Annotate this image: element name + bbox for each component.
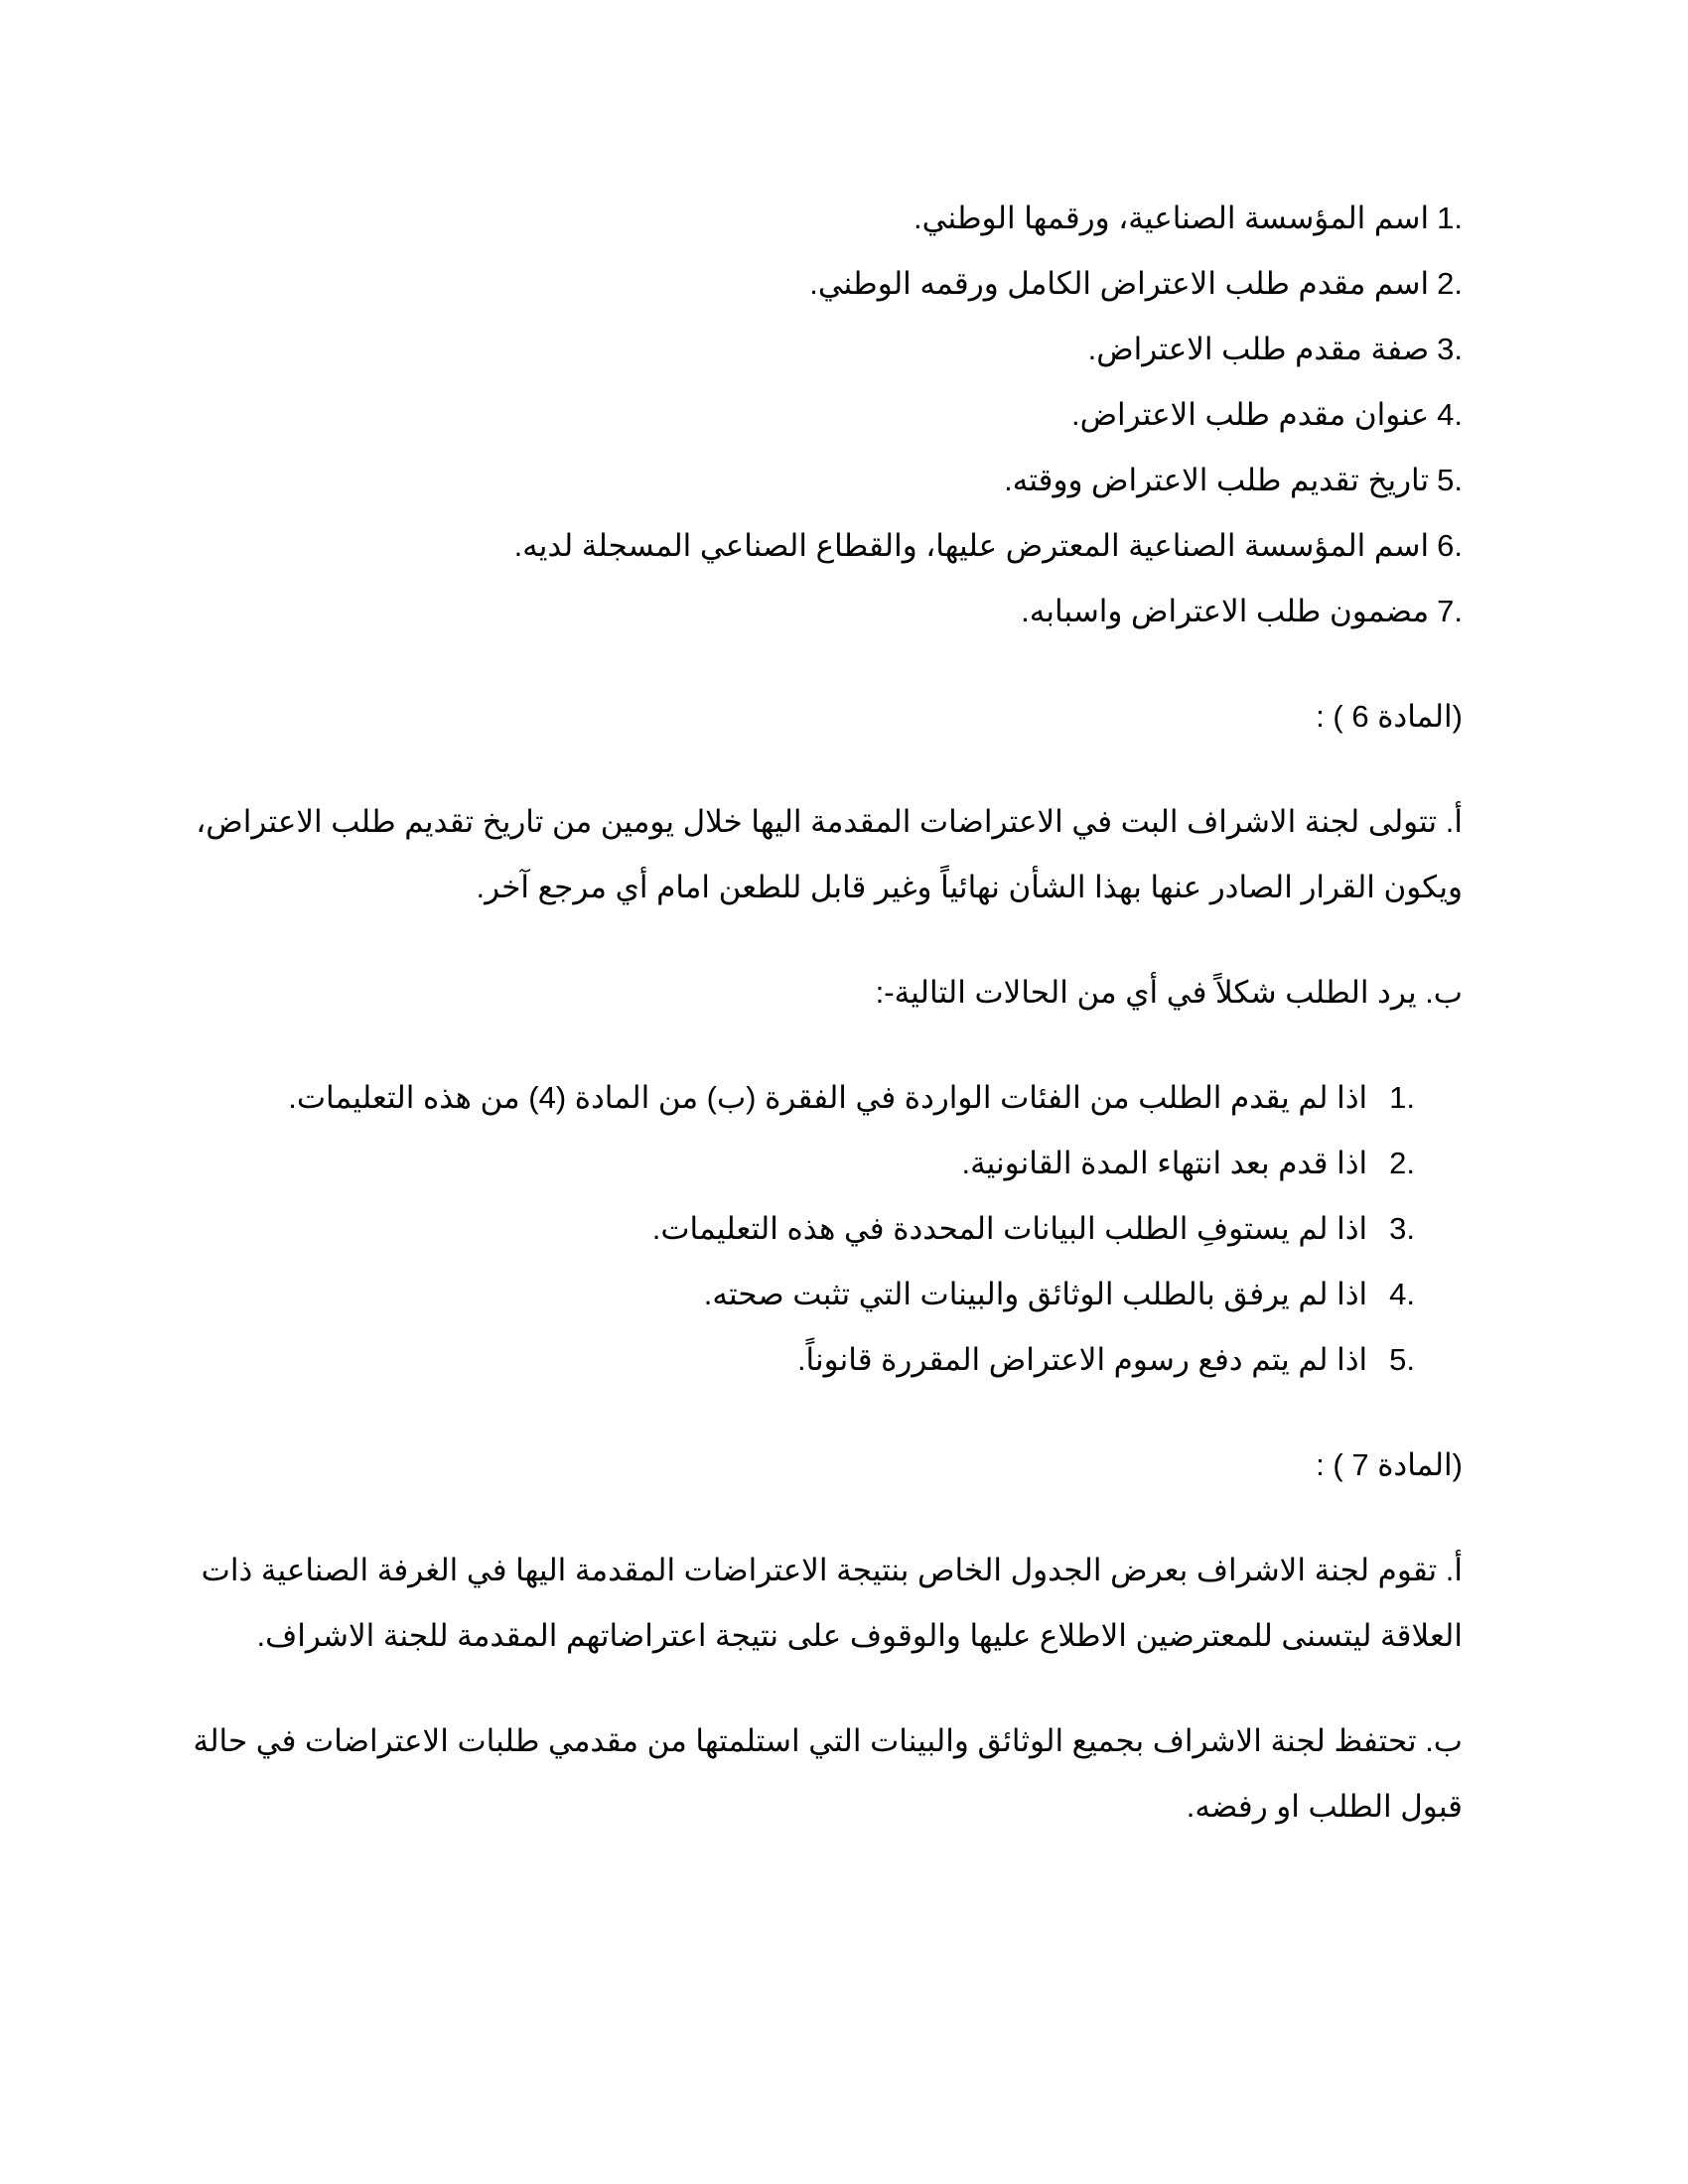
list-item — [809, 264, 1463, 304]
list-item-number: 4. — [1437, 397, 1463, 432]
list-item-number: 7. — [1437, 594, 1463, 628]
article-7-paragraph-a-line-1: أ. تقوم لجنة الاشراف بعرض الجدول الخاص بنتيجة الاعتراضات المقدمة اليها في الغرفة الصناعية ذات — [201, 1553, 1463, 1587]
list-item-text: اذا لم يتم دفع رسوم الاعتراض المقررة قانوناً. — [796, 1342, 1368, 1377]
list-item-number: 5. — [1437, 463, 1463, 497]
list-item-number: 2. — [1437, 266, 1463, 301]
list-item — [704, 1275, 1415, 1314]
list-item-number: 5. — [1389, 1342, 1415, 1377]
list-item — [1004, 461, 1463, 500]
list-item-text: مضمون طلب الاعتراض واسبابه. — [1021, 594, 1430, 628]
list-item-text: اذا لم يقدم الطلب من الفئات الواردة في الفقرة (ب) من المادة (4) من هذه التعليمات. — [288, 1080, 1368, 1115]
list-item — [288, 1078, 1415, 1118]
list-item — [514, 526, 1463, 566]
list-item-text: اذا لم يرفق بالطلب الوثائق والبينات التي تثبت صحته. — [703, 1277, 1368, 1311]
list-item-text: تاريخ تقديم طلب الاعتراض ووقته. — [1004, 463, 1430, 497]
article-7-paragraph-b-line-1: ب. تحتفظ لجنة الاشراف بجميع الوثائق والبينات التي استلمتها من مقدمي طلبات الاعتراضات في حالة — [193, 1723, 1463, 1758]
list-item-number: 3. — [1437, 332, 1463, 366]
article-6-paragraph-a-line-2: ويكون القرار الصادر عنها بهذا الشأن نهائياً وغير قابل للطعن امام أي مرجع آخر. — [476, 870, 1463, 904]
list-item-number: 3. — [1389, 1211, 1415, 1246]
list-item — [1088, 330, 1463, 369]
article-6-paragraph-a-line-1: أ. تتولى لجنة الاشراف البت في الاعتراضات المقدمة اليها خلال يومين من تاريخ تقديم طلب الاعتراض، — [196, 804, 1463, 839]
list-item — [1021, 592, 1463, 631]
list-item-text: عنوان مقدم طلب الاعتراض. — [1070, 397, 1430, 432]
list-item — [914, 199, 1463, 238]
list-item — [797, 1340, 1415, 1380]
article-7-heading: (المادة 7 ) : — [1316, 1447, 1463, 1482]
article-6-heading: (المادة 6 ) : — [1316, 699, 1463, 734]
list-item-number: 1. — [1389, 1080, 1415, 1115]
article-7-paragraph-b-line-2: قبول الطلب او رفضه. — [1186, 1789, 1463, 1824]
list-item-text: اذا لم يستوفِ الطلب البيانات المحددة في هذه التعليمات. — [651, 1211, 1368, 1246]
article-7-paragraph-a-line-2: العلاقة ليتسنى للمعترضين الاطلاع عليها والوقوف على نتيجة اعتراضاتهم المقدمة للجنة الاشراف. — [256, 1618, 1463, 1653]
article-6-paragraph-b: ب. يرد الطلب شكلاً في أي من الحالات التالية-: — [875, 975, 1463, 1010]
list-item — [961, 1144, 1415, 1183]
list-item-number: 6. — [1437, 528, 1463, 563]
list-item-text: صفة مقدم طلب الاعتراض. — [1087, 332, 1430, 366]
list-item-text: اسم مقدم طلب الاعتراض الكامل ورقمه الوطني. — [809, 266, 1430, 301]
list-item-text: اسم المؤسسة الصناعية، ورقمها الوطني. — [914, 201, 1430, 235]
list-item-number: 4. — [1389, 1277, 1415, 1311]
list-item-text: اسم المؤسسة الصناعية المعترض عليها، والقطاع الصناعي المسجلة لديه. — [513, 528, 1430, 563]
list-item-number: 1. — [1437, 201, 1463, 235]
list-item — [1071, 395, 1463, 435]
list-item-text: اذا قدم بعد انتهاء المدة القانونية. — [961, 1146, 1368, 1180]
list-item-number: 2. — [1389, 1146, 1415, 1180]
list-item — [652, 1209, 1415, 1249]
